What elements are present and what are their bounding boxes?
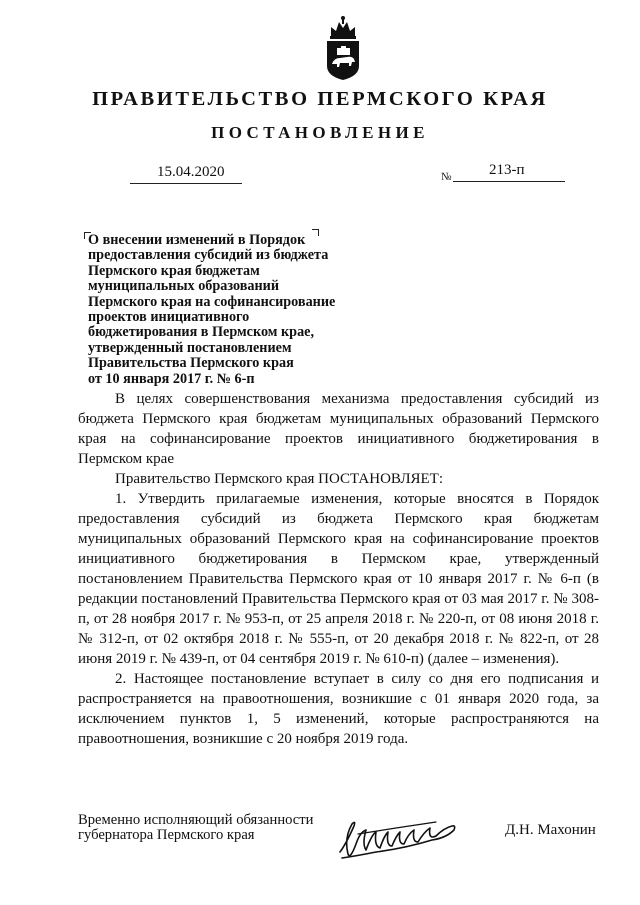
body-paragraph-preamble: В целях совершенствования механизма предоставления субсидий из бюджета Пермского края бюджетам муниципальных образований Пермского края на софинансирование проектов инициативного бюджетирования в Пермском крае (78, 391, 599, 467)
body-paragraph-item-2: 2. Настоящее постановление вступает в силу со дня его подписания и распространяется на правоотношения, возникшие с 01 января 2020 года, за исключением пунктов 1, 5 изменений, которые распространяются на правоотношения, возникшие с 20 ноября 2019 года. (78, 671, 599, 747)
signatory-position-line: губернатора Пермского края (78, 827, 255, 843)
organization-title: ПРАВИТЕЛЬСТВО ПЕРМСКОГО КРАЯ (92, 88, 548, 110)
subject-line: Пермского края бюджетам (88, 262, 260, 279)
subject-line: Пермского края на софинансирование (88, 293, 336, 310)
document-date-field (130, 164, 242, 184)
document-type: ПОСТАНОВЛЕНИЕ (211, 123, 429, 142)
number-label: № (441, 171, 452, 183)
document-date: 15.04.2020 (157, 164, 225, 180)
subject-line: утвержденный постановлением (88, 339, 292, 356)
signatory-position (78, 813, 313, 843)
coat-of-arms-icon (323, 14, 363, 82)
document-subject (88, 233, 388, 387)
subject-line: предоставления субсидий из бюджета (88, 247, 329, 264)
subject-line: муниципальных образований (88, 278, 280, 295)
body-paragraph-resolves: Правительство Пермского края ПОСТАНОВЛЯЕТ: (115, 471, 444, 487)
subject-line: от 10 января 2017 г. № 6-п (88, 370, 255, 387)
subject-line: проектов инициативного (88, 309, 250, 326)
subject-line: О внесении изменений в Порядок (88, 232, 306, 248)
handwritten-signature (336, 814, 460, 864)
body-paragraph-item-1: 1. Утвердить прилагаемые изменения, которые вносятся в Порядок предоставления субсидий из бюджета Пермского края бюджетам муниципальных образований Пермского края на софинансирование проектов инициативного бюджетирования в Пермском крае, утвержденный постановлением Правительства Пермского края от 10 января 2017 г. № 6-п (в редакции постановлений Правительства Пермского края от 03 мая 2017 г. № 308-п, от 28 ноября 2017 г. № 953-п, от 25 апреля 2018 г. № 220-п, от 08 июня 2018 г. № 312-п, от 02 октября 2018 г. № 555-п, от 20 декабря 2018 г. № 822-п, от 28 июня 2019 г. № 439-п, от 04 сентября 2019 г. № 610-п) (далее – изменения). (78, 491, 599, 667)
subject-line: бюджетирования в Пермском крае, (88, 324, 315, 341)
document-number-field (453, 162, 565, 182)
document-number: 213-п (489, 162, 525, 178)
signatory-name: Д.Н. Махонин (505, 822, 596, 838)
document-body (78, 389, 599, 749)
subject-line: Правительства Пермского края (88, 355, 294, 372)
signatory-position-line: Временно исполняющий обязанности (78, 812, 314, 828)
